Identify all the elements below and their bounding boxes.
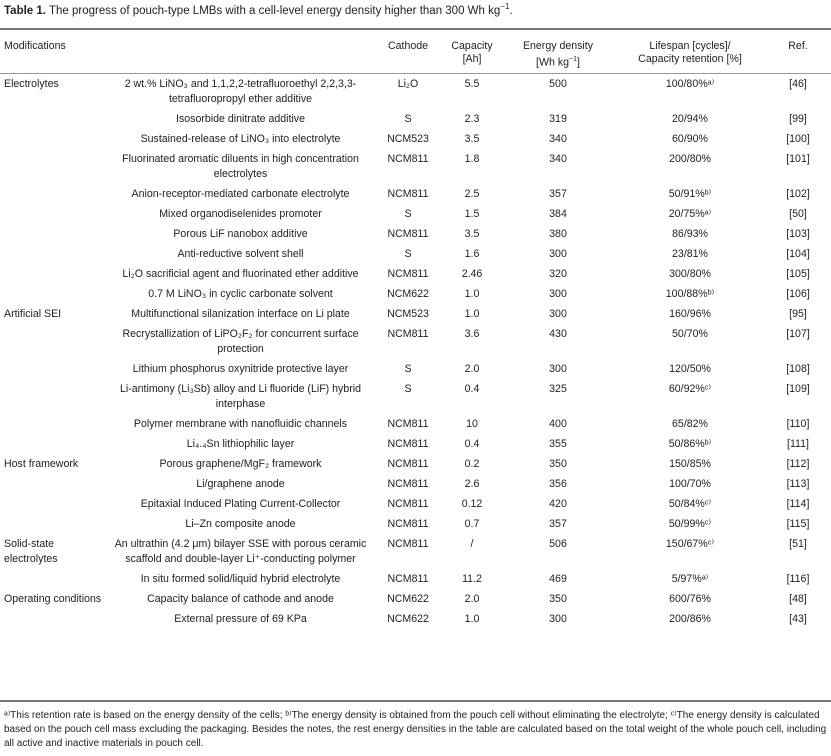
lifespan-header-line1: Lifespan [cycles]/ (649, 40, 731, 52)
row-reference: [110] (786, 418, 810, 430)
row-lifespan: 150/67%ᶜ⁾ (665, 538, 715, 550)
row-modification: Li/graphene anode (196, 478, 285, 490)
row-energy-density: 500 (549, 78, 567, 90)
row-modification: Sustained-release of LiNO₃ into electrolyte (140, 133, 341, 145)
table-row (0, 324, 831, 359)
table-row (0, 129, 831, 149)
row-category: Operating conditions (4, 593, 102, 605)
row-reference: [116] (786, 573, 810, 585)
row-energy-density: 350 (549, 458, 567, 470)
row-lifespan: 50/70% (672, 328, 708, 340)
row-cathode: NCM811 (387, 153, 429, 165)
row-energy-density: 469 (549, 573, 567, 585)
row-cathode: NCM811 (387, 328, 429, 340)
row-modification: In situ formed solid/liquid hybrid electrolyte (140, 573, 341, 585)
row-reference: [105] (786, 268, 810, 280)
col-header-description (108, 38, 373, 74)
row-category (0, 609, 108, 629)
row-reference: [46] (789, 78, 807, 90)
row-category (0, 129, 108, 149)
row-reference: [108] (786, 363, 810, 375)
row-capacity: 1.6 (464, 248, 480, 260)
row-capacity: 3.5 (464, 228, 480, 240)
caption-text: The progress of pouch-type LMBs with a cell-level energy density higher than 300 Wh kg (48, 4, 501, 17)
row-modification: Multifunctional silanization interface on Li plate (131, 308, 350, 320)
lifespan-header-line2: Capacity retention [%] (638, 53, 742, 65)
energy-header-line3: ] (577, 56, 580, 69)
row-reference: [106] (786, 288, 810, 300)
row-capacity: 1.0 (464, 308, 480, 320)
table-row (0, 434, 831, 454)
row-lifespan: 65/82% (672, 418, 708, 430)
row-cathode: NCM523 (387, 308, 429, 320)
row-modification: Recrystallization of LiPO₂F₂ for concurrent surface protection (122, 328, 359, 355)
table-row (0, 149, 831, 184)
row-lifespan: 100/70% (669, 478, 711, 490)
table-row (0, 494, 831, 514)
row-capacity: 0.2 (464, 458, 480, 470)
row-capacity: 3.6 (464, 328, 480, 340)
row-energy-density: 355 (549, 438, 567, 450)
row-energy-density: 300 (549, 613, 567, 625)
row-capacity: 0.4 (464, 383, 480, 395)
table-row (0, 184, 831, 204)
row-capacity: 2.6 (464, 478, 480, 490)
row-lifespan: 50/84%ᶜ⁾ (668, 498, 712, 510)
table-row (0, 569, 831, 589)
row-cathode: NCM811 (387, 538, 429, 550)
row-modification: Anti-reductive solvent shell (177, 248, 304, 260)
table-row (0, 534, 831, 569)
row-cathode: NCM811 (387, 573, 429, 585)
row-capacity: 11.2 (462, 573, 482, 585)
row-modification: Polymer membrane with nanofluidic channels (133, 418, 348, 430)
row-energy-density: 357 (549, 518, 567, 530)
row-capacity: 2.5 (464, 188, 480, 200)
row-category (0, 569, 108, 589)
caption-label: Table 1. (4, 4, 46, 17)
caption-unit-sup: −1 (500, 2, 510, 11)
row-modification: Porous LiF nanobox additive (173, 228, 308, 240)
table-caption (4, 2, 513, 17)
bottom-rule (0, 700, 831, 702)
row-energy-density: 300 (549, 363, 567, 375)
row-lifespan: 100/88%ᵇ⁾ (665, 288, 715, 300)
row-category (0, 514, 108, 534)
row-capacity: / (470, 538, 474, 550)
row-modification: Isosorbide dinitrate additive (176, 113, 305, 125)
table-row (0, 474, 831, 494)
row-energy-density: 384 (549, 208, 567, 220)
row-modification: Porous graphene/MgF₂ framework (159, 458, 322, 470)
table-row (0, 414, 831, 434)
row-cathode: NCM622 (387, 288, 429, 300)
row-capacity: 1.8 (464, 153, 480, 165)
row-reference: [95] (789, 308, 807, 320)
row-reference: [107] (786, 328, 810, 340)
capacity-header-line2: [Ah] (462, 53, 482, 65)
table-row (0, 74, 831, 109)
row-reference: [101] (786, 153, 810, 165)
row-capacity: 2.3 (464, 113, 480, 125)
row-energy-density: 325 (549, 383, 567, 395)
row-lifespan: 100/80%ᵃ⁾ (665, 78, 715, 90)
col-header-ref: Ref. (788, 40, 808, 52)
row-category: Artificial SEI (4, 308, 62, 320)
row-cathode: NCM523 (387, 133, 429, 145)
row-cathode: S (404, 248, 412, 260)
table-row (0, 109, 831, 129)
row-cathode: NCM811 (387, 458, 429, 470)
row-energy-density: 400 (549, 418, 567, 430)
row-category (0, 434, 108, 454)
row-lifespan: 200/86% (669, 613, 711, 625)
row-modification: Li–Zn composite anode (185, 518, 296, 530)
row-energy-density: 320 (549, 268, 567, 280)
table-row (0, 514, 831, 534)
row-category (0, 224, 108, 244)
row-reference: [99] (789, 113, 807, 125)
row-lifespan: 600/76% (669, 593, 711, 605)
row-modification: Anion-receptor-mediated carbonate electrolyte (131, 188, 350, 200)
row-modification: Fluorinated aromatic diluents in high concentration electrolytes (122, 153, 359, 180)
row-cathode: Li₂O (397, 78, 419, 90)
col-header-energy (501, 38, 615, 74)
caption-end: . (509, 4, 513, 17)
row-category (0, 109, 108, 129)
row-category (0, 284, 108, 304)
row-reference: [114] (786, 498, 810, 510)
row-energy-density: 340 (549, 133, 567, 145)
energy-header-sup: −1 (569, 56, 577, 63)
row-category (0, 184, 108, 204)
row-capacity: 0.4 (464, 438, 480, 450)
header-row (0, 38, 831, 74)
row-lifespan: 20/75%ᵃ⁾ (668, 208, 712, 220)
row-cathode: NCM811 (387, 498, 429, 510)
row-cathode: NCM811 (387, 418, 429, 430)
row-cathode: NCM811 (387, 188, 429, 200)
data-table (0, 38, 831, 629)
row-lifespan: 160/96% (669, 308, 711, 320)
row-reference: [100] (786, 133, 810, 145)
row-lifespan: 50/86%ᵇ⁾ (668, 438, 712, 450)
row-lifespan: 23/81% (672, 248, 708, 260)
row-modification: External pressure of 69 KPa (174, 613, 307, 625)
table-row (0, 244, 831, 264)
row-modification: Li₂O sacrificial agent and fluorinated ether additive (122, 268, 359, 280)
row-energy-density: 357 (549, 188, 567, 200)
row-modification: 0.7 M LiNO₃ in cyclic carbonate solvent (148, 288, 333, 300)
row-lifespan: 200/80% (669, 153, 711, 165)
row-lifespan: 20/94% (672, 113, 708, 125)
row-category (0, 149, 108, 184)
table-row (0, 204, 831, 224)
row-cathode: S (404, 363, 412, 375)
energy-header-line1: Energy density (522, 40, 594, 52)
row-capacity: 10 (466, 418, 478, 430)
row-reference: [43] (789, 613, 807, 625)
row-reference: [111] (787, 438, 809, 450)
row-reference: [104] (786, 248, 810, 260)
table-footnote: ᵃ⁾This retention rate is based on the energy density of the cells; ᵇ⁾The energy density is obtained from the pouch cell without eliminating the electrolyte; ᶜ⁾The energy density is calculated based on the pouch cell mass excluding the packaging. Besides the notes, the rest energy densities in the table are calculated based on the total weight of the whole pouch cell, including all active and inactive materials in pouch cell. (4, 710, 827, 749)
row-energy-density: 340 (549, 153, 567, 165)
table-row (0, 304, 831, 324)
row-cathode: NCM622 (387, 613, 429, 625)
row-lifespan: 86/93% (672, 228, 708, 240)
row-reference: [103] (786, 228, 810, 240)
row-reference: [50] (789, 208, 807, 220)
energy-header-line2: [Wh kg (536, 56, 570, 69)
row-category (0, 414, 108, 434)
row-capacity: 1.0 (464, 288, 480, 300)
row-energy-density: 356 (549, 478, 567, 490)
row-category (0, 204, 108, 224)
row-energy-density: 300 (549, 288, 567, 300)
row-capacity: 1.5 (464, 208, 480, 220)
row-modification: Capacity balance of cathode and anode (147, 593, 334, 605)
table-row (0, 284, 831, 304)
row-lifespan: 50/91%ᵇ⁾ (668, 188, 712, 200)
row-cathode: NCM811 (387, 438, 429, 450)
col-header-modifications: Modifications (4, 40, 66, 52)
row-cathode: S (404, 208, 412, 220)
row-reference: [115] (786, 518, 810, 530)
row-modification: Mixed organodiselenides promoter (159, 208, 322, 220)
row-lifespan: 60/90% (672, 133, 708, 145)
row-modification: 2 wt.% LiNO₃ and 1,1,2,2-tetrafluoroethyl 2,2,3,3-tetrafluoropropyl ether additive (124, 78, 357, 105)
row-modification: An ultrathin (4.2 μm) bilayer SSE with porous ceramic scaffold and double-layer Li⁺-conducting polymer (114, 538, 367, 565)
row-lifespan: 120/50% (669, 363, 711, 375)
row-energy-density: 319 (549, 113, 567, 125)
col-header-cathode: Cathode (387, 40, 429, 52)
row-lifespan: 300/80% (669, 268, 711, 280)
row-capacity: 0.7 (464, 518, 480, 530)
row-capacity: 2.0 (464, 593, 480, 605)
row-reference: [48] (789, 593, 807, 605)
row-energy-density: 380 (549, 228, 567, 240)
row-lifespan: 50/99%ᶜ⁾ (668, 518, 712, 530)
row-modification: Lithium phosphorus oxynitride protective layer (132, 363, 349, 375)
row-energy-density: 300 (549, 248, 567, 260)
row-reference: [113] (786, 478, 810, 490)
row-category (0, 359, 108, 379)
capacity-header-line1: Capacity (451, 40, 493, 52)
top-rule (0, 28, 831, 30)
row-category (0, 324, 108, 359)
row-energy-density: 506 (549, 538, 567, 550)
row-cathode: NCM811 (387, 518, 429, 530)
row-capacity: 0.12 (461, 498, 483, 510)
row-cathode: NCM811 (387, 228, 429, 240)
row-category: Solid-state electrolytes (4, 538, 58, 565)
table-row (0, 264, 831, 284)
row-capacity: 3.5 (464, 133, 480, 145)
row-cathode: NCM811 (387, 478, 429, 490)
row-energy-density: 420 (549, 498, 567, 510)
row-modification: Epitaxial Induced Plating Current-Collector (140, 498, 341, 510)
table-row (0, 454, 831, 474)
row-category (0, 474, 108, 494)
row-category: Host framework (4, 458, 79, 470)
row-cathode: S (404, 383, 412, 395)
row-lifespan: 60/92%ᶜ⁾ (668, 383, 712, 395)
row-capacity: 2.0 (464, 363, 480, 375)
row-capacity: 5.5 (464, 78, 480, 90)
row-modification: Li-antimony (Li₃Sb) alloy and Li fluoride (LiF) hybrid interphase (119, 383, 361, 410)
row-category (0, 244, 108, 264)
row-reference: [102] (786, 188, 810, 200)
row-energy-density: 430 (549, 328, 567, 340)
row-capacity: 1.0 (464, 613, 480, 625)
table-row (0, 589, 831, 609)
row-lifespan: 5/97%ᵃ⁾ (671, 573, 709, 585)
row-energy-density: 300 (549, 308, 567, 320)
table-body (0, 74, 831, 629)
row-reference: [109] (786, 383, 810, 395)
row-category (0, 494, 108, 514)
table-row (0, 224, 831, 244)
row-cathode: NCM622 (387, 593, 429, 605)
row-reference: [112] (786, 458, 810, 470)
row-modification: Li₄.₄Sn lithiophilic layer (186, 438, 295, 450)
table-row (0, 359, 831, 379)
row-lifespan: 150/85% (669, 458, 711, 470)
table-row (0, 379, 831, 414)
row-capacity: 2.46 (461, 268, 483, 280)
col-header-lifespan (615, 38, 765, 74)
row-energy-density: 350 (549, 593, 567, 605)
table-row (0, 609, 831, 629)
row-category (0, 379, 108, 414)
row-cathode: NCM811 (387, 268, 429, 280)
row-category: Electrolytes (4, 78, 59, 90)
col-header-capacity (443, 38, 501, 74)
row-category (0, 264, 108, 284)
row-cathode: S (404, 113, 412, 125)
row-reference: [51] (789, 538, 807, 550)
